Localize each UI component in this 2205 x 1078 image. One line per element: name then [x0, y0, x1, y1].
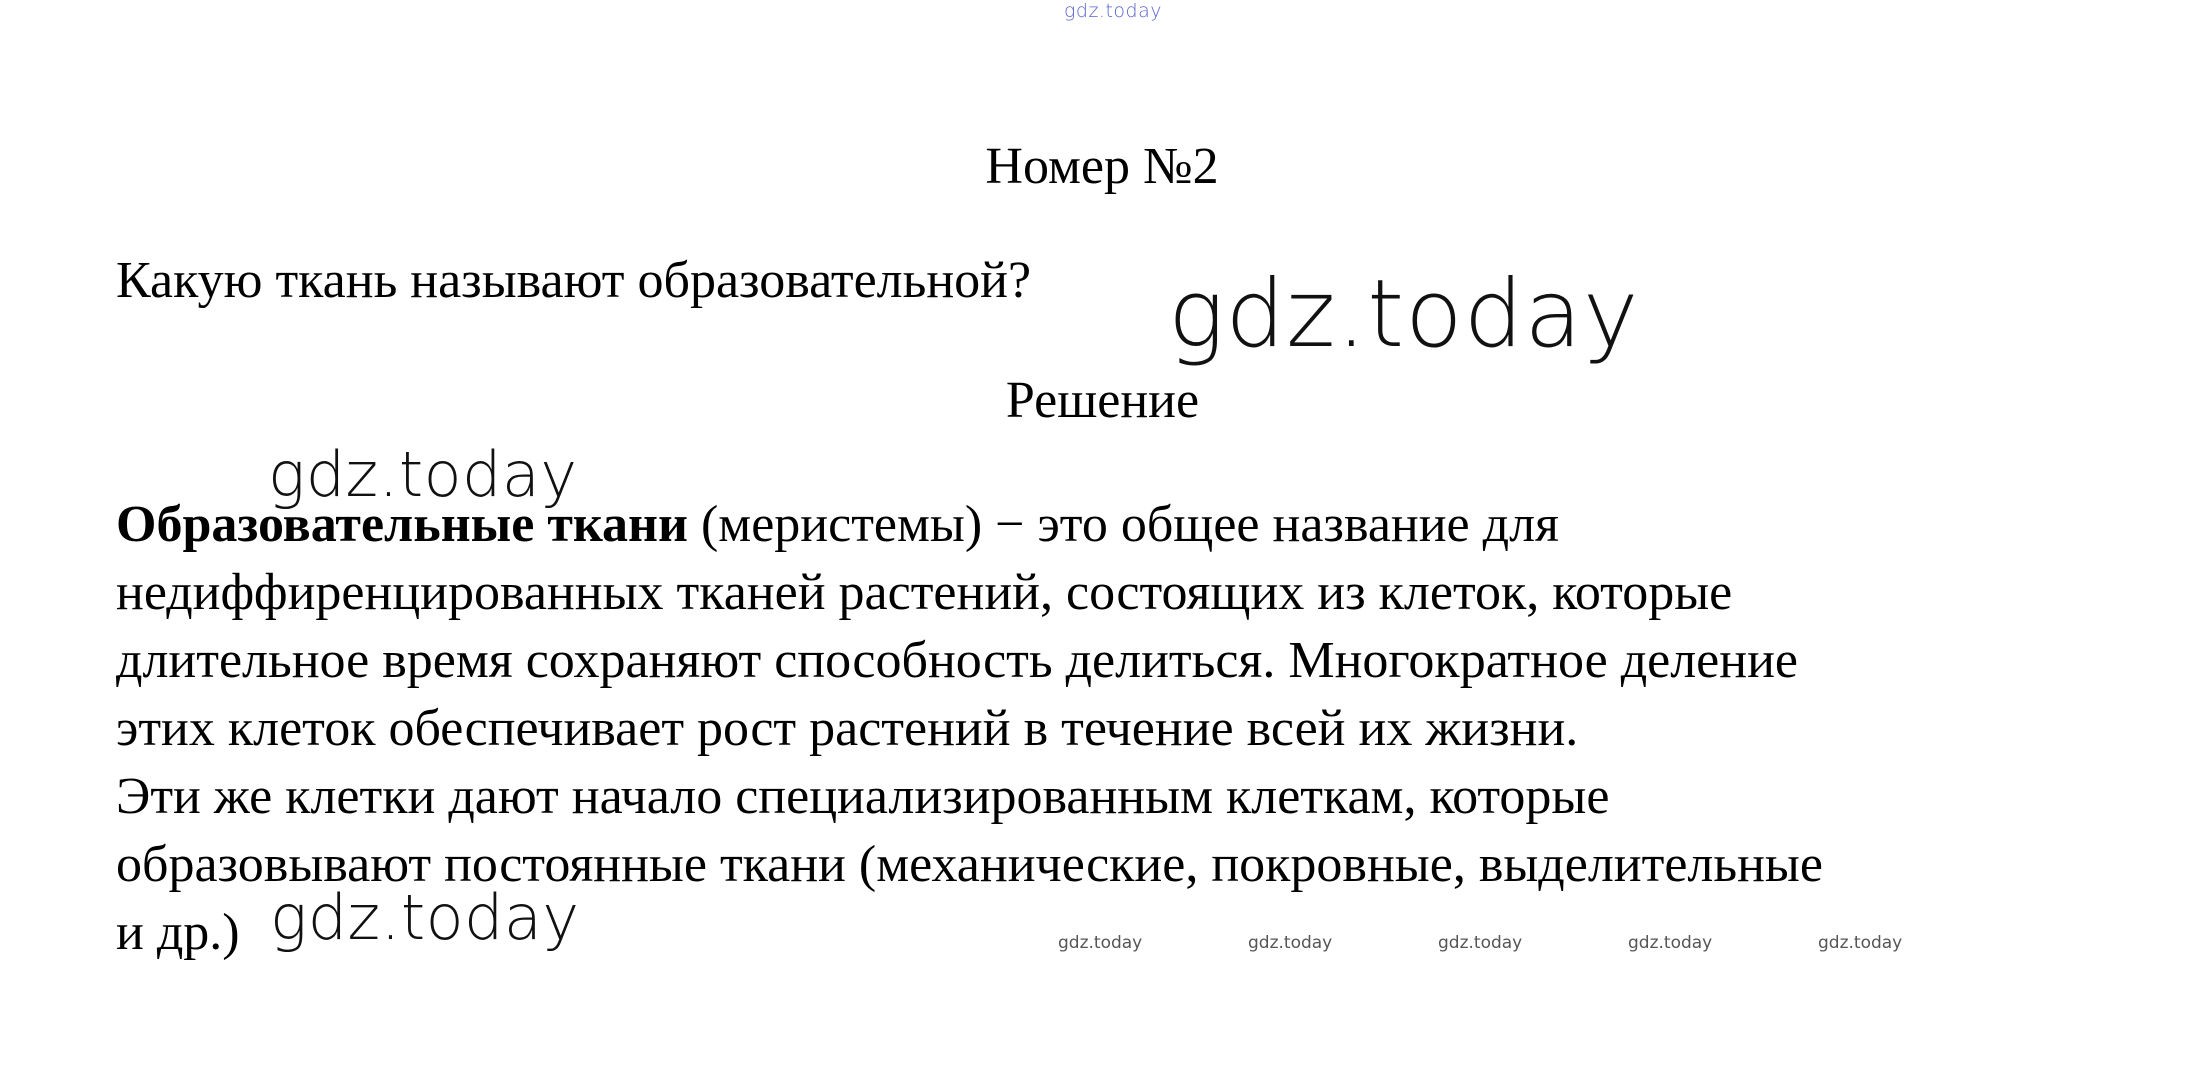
answer-bold-term: Образовательные ткани	[116, 496, 688, 553]
watermark-small: gdz.today	[1438, 933, 1523, 953]
watermark-small: gdz.today	[1058, 933, 1143, 953]
answer-line-4: этих клеток обеспечивает рост растений в течение всей их жизни.	[116, 700, 1579, 757]
answer-line-1-rest: (меристемы) − это общее название для	[687, 496, 1559, 553]
watermark-middle: gdz.today	[268, 438, 578, 511]
answer-line-7: и др.)	[116, 904, 240, 961]
title-text: Номер №2	[985, 138, 1219, 195]
watermark-small: gdz.today	[1248, 933, 1333, 953]
watermark-small: gdz.today	[1818, 933, 1903, 953]
watermark-large: gdz.today	[1168, 260, 1640, 369]
answer-line-2: недиффиренцированных тканей растений, состоящих из клеток, которые	[116, 564, 1733, 621]
solution-heading: Решение	[1005, 372, 1200, 429]
answer-line-6: образовывают постоянные ткани (механические, покровные, выделительные	[116, 836, 1823, 893]
question-text: Какую ткань называют образовательной?	[116, 252, 1032, 309]
answer-line-5: Эти же клетки дают начало специализированным клеткам, которые	[116, 768, 1610, 825]
answer-line-3: длительное время сохраняют способность делиться. Многократное деление	[116, 632, 1799, 689]
answer-line-1	[116, 491, 2156, 559]
answer-paragraph	[116, 491, 2156, 967]
watermark-bottom: gdz.today	[270, 881, 580, 954]
watermark-top: gdz.today	[1064, 0, 1162, 22]
page-title	[0, 138, 2205, 195]
watermark-small: gdz.today	[1628, 933, 1713, 953]
